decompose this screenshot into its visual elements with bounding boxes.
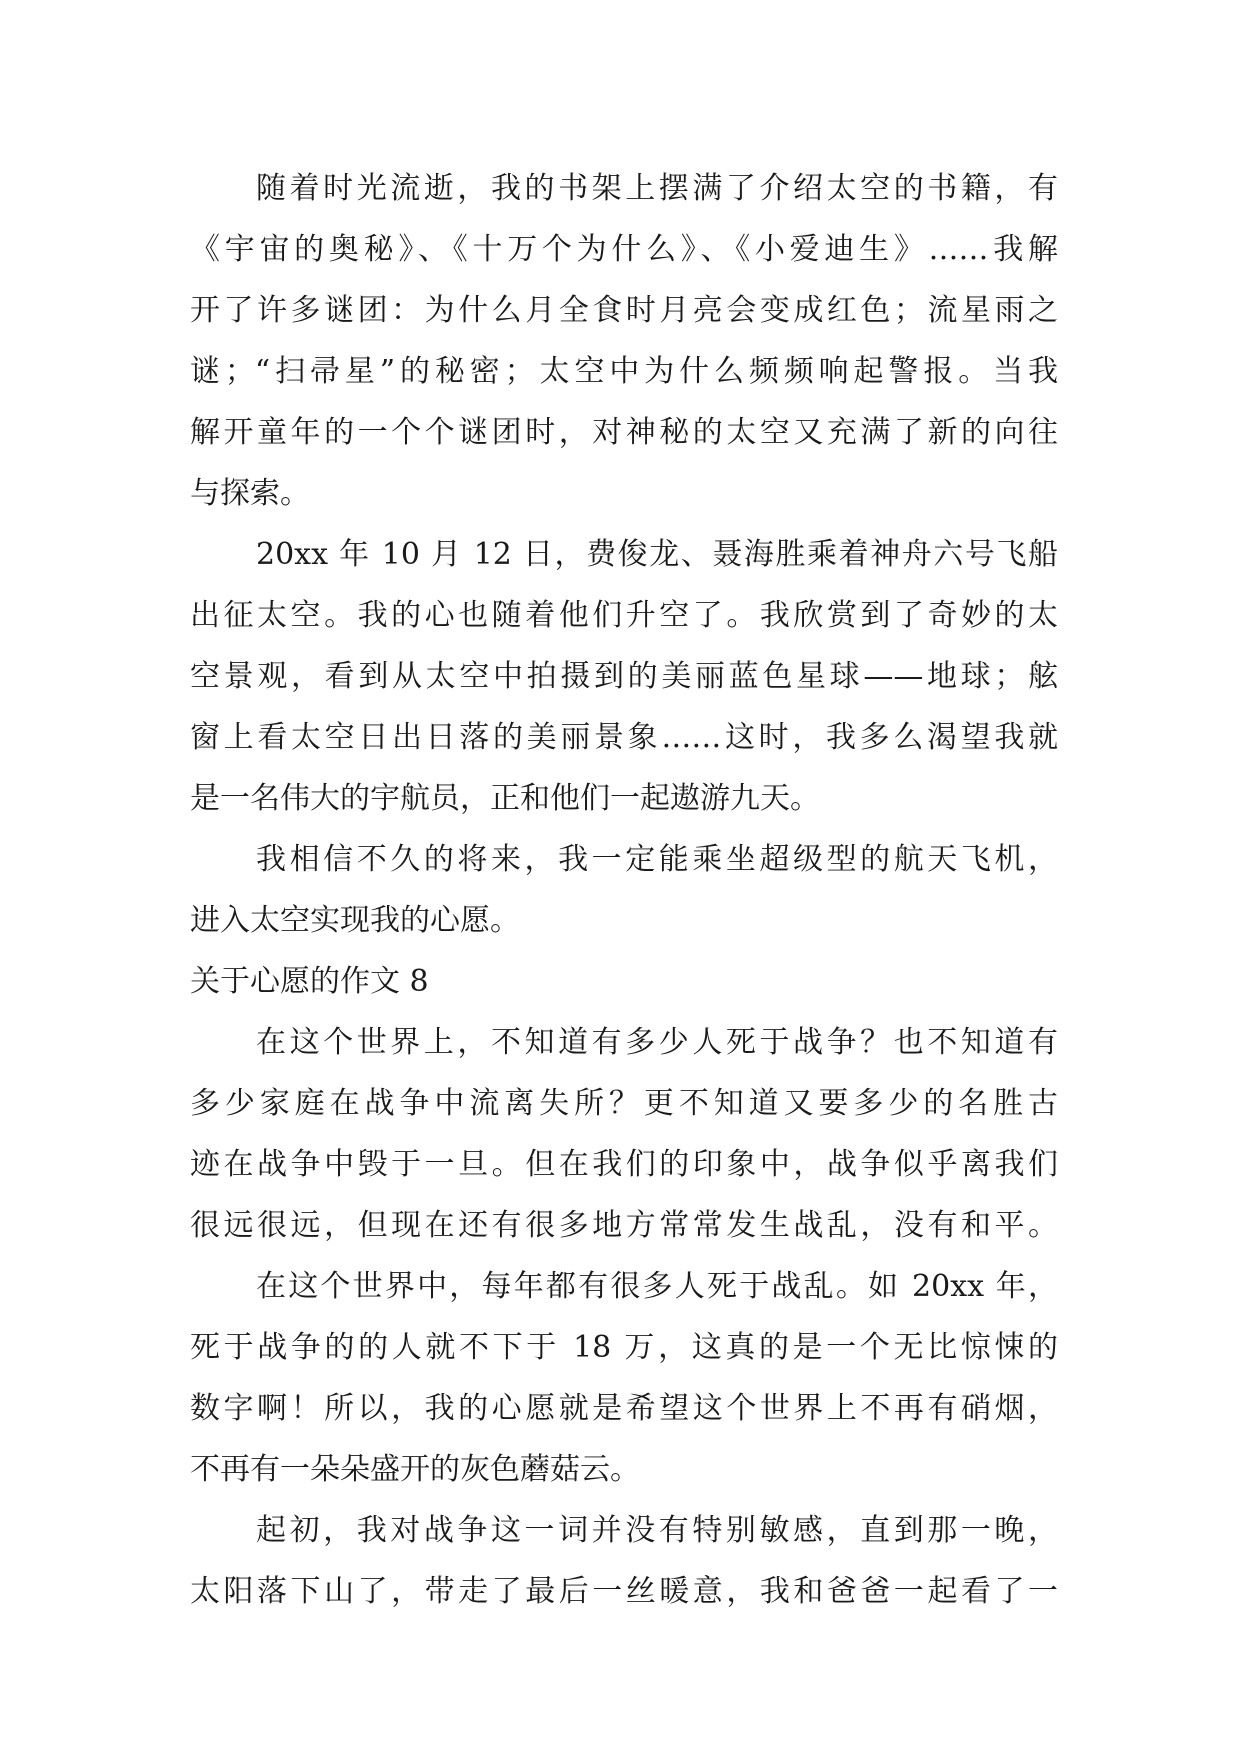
- paragraph-line: 起初，我对战争这一词并没有特别敏感，直到那一晚，: [256, 1513, 1058, 1548]
- essay-heading: 关于心愿的作文 8: [190, 964, 429, 999]
- paragraph-line: 数字啊！所以，我的心愿就是希望这个世界上不再有硝烟，: [190, 1391, 1058, 1426]
- paragraph-line: 不再有一朵朵盛开的灰色蘑菇云。: [190, 1452, 640, 1487]
- paragraph-line: 谜；“扫帚星”的秘密；太空中为什么频频响起警报。当我: [190, 354, 1058, 389]
- paragraph-line: 空景观，看到从太空中拍摄到的美丽蓝色星球——地球；舷: [190, 659, 1058, 694]
- paragraph-line: 与探索。: [190, 476, 310, 511]
- paragraph-line: 多少家庭在战争中流离失所？更不知道又要多少的名胜古: [190, 1086, 1058, 1121]
- paragraph-line: 20xx 年 10 月 12 日，费俊龙、聂海胜乘着神舟六号飞船: [256, 537, 1058, 572]
- paragraph-line: 我相信不久的将来，我一定能乘坐超级型的航天飞机，: [256, 842, 1058, 877]
- paragraph-line: 迹在战争中毁于一旦。但在我们的印象中，战争似乎离我们: [190, 1147, 1058, 1182]
- paragraph-line: 太阳落下山了，带走了最后一丝暖意，我和爸爸一起看了一: [190, 1574, 1058, 1609]
- paragraph-line: 开了许多谜团：为什么月全食时月亮会变成红色；流星雨之: [190, 293, 1058, 328]
- document-body: [190, 158, 1058, 1622]
- paragraph-line: 出征太空。我的心也随着他们升空了。我欣赏到了奇妙的太: [190, 598, 1058, 633]
- paragraph-line: 随着时光流逝，我的书架上摆满了介绍太空的书籍，有: [256, 171, 1058, 206]
- paragraph-line: 是一名伟大的宇航员，正和他们一起遨游九天。: [190, 781, 820, 816]
- paragraph-line: 《宇宙的奥秘》、《十万个为什么》、《小爱迪生》……我解: [190, 232, 1058, 267]
- paragraph-line: 死于战争的的人就不下于 18 万，这真的是一个无比惊悚的: [190, 1330, 1058, 1365]
- paragraph-line: 进入太空实现我的心愿。: [190, 903, 520, 938]
- paragraph-line: 很远很远，但现在还有很多地方常常发生战乱，没有和平。: [190, 1208, 1058, 1243]
- paragraph-line: 在这个世界上，不知道有多少人死于战争？也不知道有: [256, 1025, 1058, 1060]
- paragraph-line: 在这个世界中，每年都有很多人死于战乱。如 20xx 年，: [256, 1269, 1058, 1304]
- paragraph-line: 窗上看太空日出日落的美丽景象……这时，我多么渴望我就: [190, 720, 1058, 755]
- paragraph-line: 解开童年的一个个谜团时，对神秘的太空又充满了新的向往: [190, 415, 1058, 450]
